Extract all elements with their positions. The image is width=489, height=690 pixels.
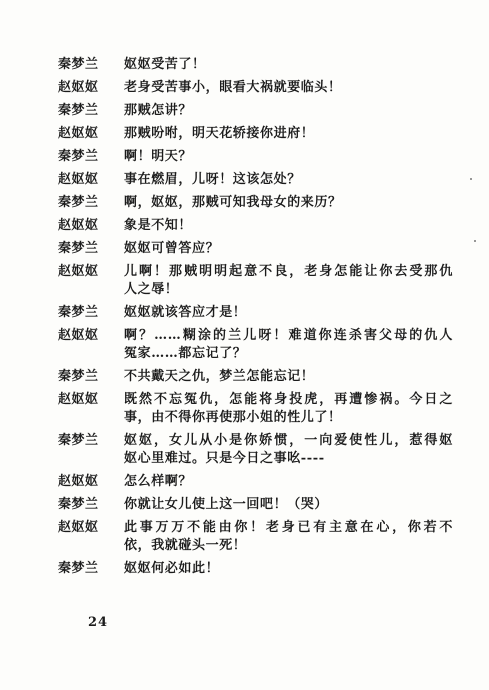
dialogue-line	[58, 125, 453, 143]
script-dialogue	[58, 56, 453, 583]
speaker-name: 秦梦兰	[58, 57, 99, 72]
speech-line: 啊，妪妪，那贼可知我母女的来历？	[124, 195, 342, 210]
speech-text	[124, 79, 453, 97]
speech-line: 妪妪可曾答应？	[124, 241, 220, 256]
speaker-name: 赵妪妪	[58, 218, 99, 233]
speaker-name: 秦梦兰	[58, 369, 99, 384]
speech-line: 冤家……都忘记了？	[124, 346, 247, 361]
speaker-name: 赵妪妪	[58, 264, 99, 279]
speech-line: 妪妪何必如此！	[124, 561, 220, 576]
speech-line: 事，由不得你再使那小姐的性儿了！	[124, 410, 342, 425]
speaker-name: 秦梦兰	[58, 149, 99, 164]
speech-line: 那贼怎讲？	[124, 103, 193, 118]
dialogue-line	[58, 304, 453, 322]
dialogue-line	[58, 240, 453, 258]
speech-text	[124, 263, 453, 299]
speaker-name: 赵妪妪	[58, 126, 99, 141]
dialogue-line	[58, 432, 453, 468]
dialogue-line	[58, 473, 453, 491]
speaker-name: 赵妪妪	[58, 172, 99, 187]
speech-line: 既然不忘冤仇，怎能将身投虎，再遭惨祸。今日之	[124, 392, 453, 407]
speech-text	[124, 473, 453, 491]
dialogue-line	[58, 368, 453, 386]
dialogue-line	[58, 327, 453, 363]
speech-line: 妪妪，女儿从小是你娇惯，一向爱使性儿，惹得妪	[124, 433, 453, 448]
speech-text	[124, 102, 453, 120]
speech-text	[124, 496, 453, 514]
speaker-name: 秦梦兰	[58, 433, 99, 448]
speech-text	[124, 148, 453, 166]
speech-line: 不共戴天之仇，梦兰怎能忘记！	[124, 369, 315, 384]
speaker-name: 秦梦兰	[58, 305, 99, 320]
speaker-name: 赵妪妪	[58, 392, 99, 407]
speech-text	[124, 519, 453, 555]
speech-text	[124, 194, 453, 212]
speaker-name: 秦梦兰	[58, 561, 99, 576]
margin-speck	[470, 178, 472, 180]
dialogue-line	[58, 102, 453, 120]
speech-text	[124, 240, 453, 258]
speech-line: 那贼吩咐，明天花轿接你进府！	[124, 126, 315, 141]
speech-text	[124, 125, 453, 143]
speech-line: 啊！明天？	[124, 149, 193, 164]
speech-line: 儿啊！那贼明明起意不良，老身怎能让你去受那仇	[124, 264, 453, 279]
dialogue-line	[58, 79, 453, 97]
dialogue-line	[58, 171, 453, 189]
speech-text	[124, 368, 453, 386]
speech-text	[124, 56, 453, 74]
speech-text	[124, 327, 453, 363]
dialogue-line	[58, 194, 453, 212]
speech-line: 事在燃眉，儿呀！这该怎处？	[124, 172, 301, 187]
speech-line: 你就让女儿使上这一回吧！（哭）	[124, 497, 329, 512]
speech-line: 老身受苦事小，眼看大祸就要临头！	[124, 80, 342, 95]
speaker-name: 秦梦兰	[58, 497, 99, 512]
speech-line: 妪妪受苦了！	[124, 57, 206, 72]
speech-line: 啊？……糊涂的兰儿呀！难道你连杀害父母的仇人	[124, 328, 453, 343]
speech-text	[124, 391, 453, 427]
speech-text	[124, 171, 453, 189]
speech-line: 妪妪就该答应才是！	[124, 305, 247, 320]
dialogue-line	[58, 217, 453, 235]
dialogue-line	[58, 519, 453, 555]
margin-speck	[474, 240, 476, 242]
dialogue-line	[58, 263, 453, 299]
dialogue-line	[58, 391, 453, 427]
speech-text	[124, 217, 453, 235]
speech-line: 人之辱！	[124, 282, 179, 297]
speech-text	[124, 304, 453, 322]
speech-line: 依，我就碰头一死！	[124, 538, 247, 553]
speech-line: 怎么样啊？	[124, 474, 193, 489]
page-number: 24	[88, 615, 109, 630]
dialogue-line	[58, 560, 453, 578]
dialogue-line	[58, 148, 453, 166]
speaker-name: 秦梦兰	[58, 103, 99, 118]
speaker-name: 赵妪妪	[58, 80, 99, 95]
speech-text	[124, 560, 453, 578]
speaker-name: 赵妪妪	[58, 474, 99, 489]
speaker-name: 秦梦兰	[58, 241, 99, 256]
dialogue-line	[58, 496, 453, 514]
speech-line: 妪心里难过。只是今日之事吆----	[124, 451, 325, 466]
speaker-name: 赵妪妪	[58, 520, 99, 535]
speech-text	[124, 432, 453, 468]
speaker-name: 秦梦兰	[58, 195, 99, 210]
speaker-name: 赵妪妪	[58, 328, 99, 343]
dialogue-line	[58, 56, 453, 74]
speech-line: 此事万万不能由你！老身已有主意在心，你若不	[124, 520, 453, 535]
speech-line: 象是不知！	[124, 218, 193, 233]
